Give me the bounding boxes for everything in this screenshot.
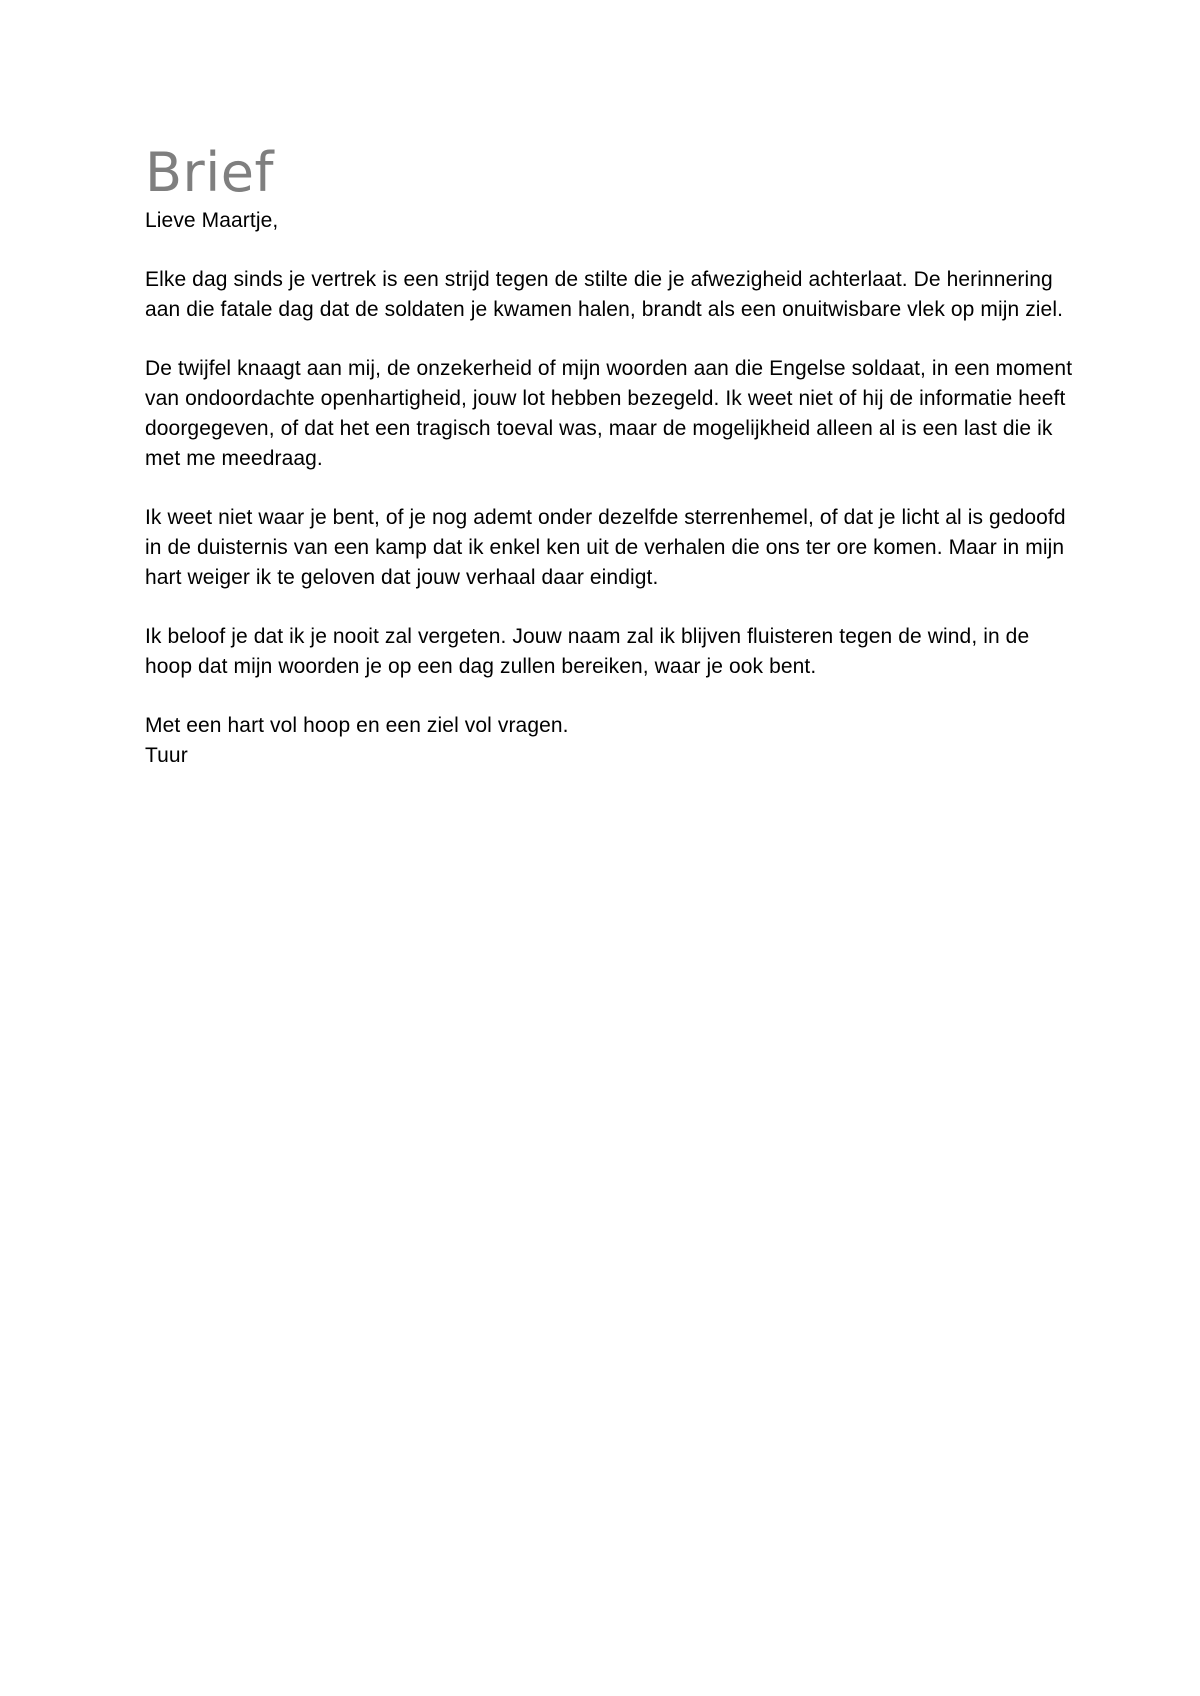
letter-paragraph: Ik beloof je dat ik je nooit zal vergeten. Jouw naam zal ik blijven fluisteren tegen de wind, in de hoop dat mijn woorden je op een dag zullen bereiken, waar je ook bent. bbox=[145, 625, 1030, 678]
letter-closing: Met een hart vol hoop en een ziel vol vragen. bbox=[145, 714, 569, 737]
letter-paragraph: De twijfel knaagt aan mij, de onzekerheid of mijn woorden aan die Engelse soldaat, in een moment van ondoordachte openhartigheid, jouw lot hebben bezegeld. Ik weet niet of hij de informatie heeft doorgegeven, of dat het een tragisch toeval was, maar de mogelijkheid alleen al is een last die ik met me meedraag. bbox=[145, 357, 1073, 470]
letter-closing-block bbox=[145, 711, 1075, 771]
document-title: Brief bbox=[145, 141, 274, 204]
letter-paragraph: Ik weet niet waar je bent, of je nog ademt onder dezelfde sterrenhemel, of dat je licht al is gedoofd in de duisternis van een kamp dat ik enkel ken uit de verhalen die ons ter ore komen. Maar in mijn hart weiger ik te geloven dat jouw verhaal daar eindigt. bbox=[145, 506, 1066, 589]
letter-greeting: Lieve Maartje, bbox=[145, 209, 279, 232]
letter-signature: Tuur bbox=[145, 744, 188, 767]
letter-body bbox=[145, 140, 1075, 771]
letter-paragraph: Elke dag sinds je vertrek is een strijd tegen de stilte die je afwezigheid achterlaat. De herinnering aan die fatale dag dat de soldaten je kwamen halen, brandt als een onuitwisbare vlek op mijn ziel. bbox=[145, 268, 1064, 321]
